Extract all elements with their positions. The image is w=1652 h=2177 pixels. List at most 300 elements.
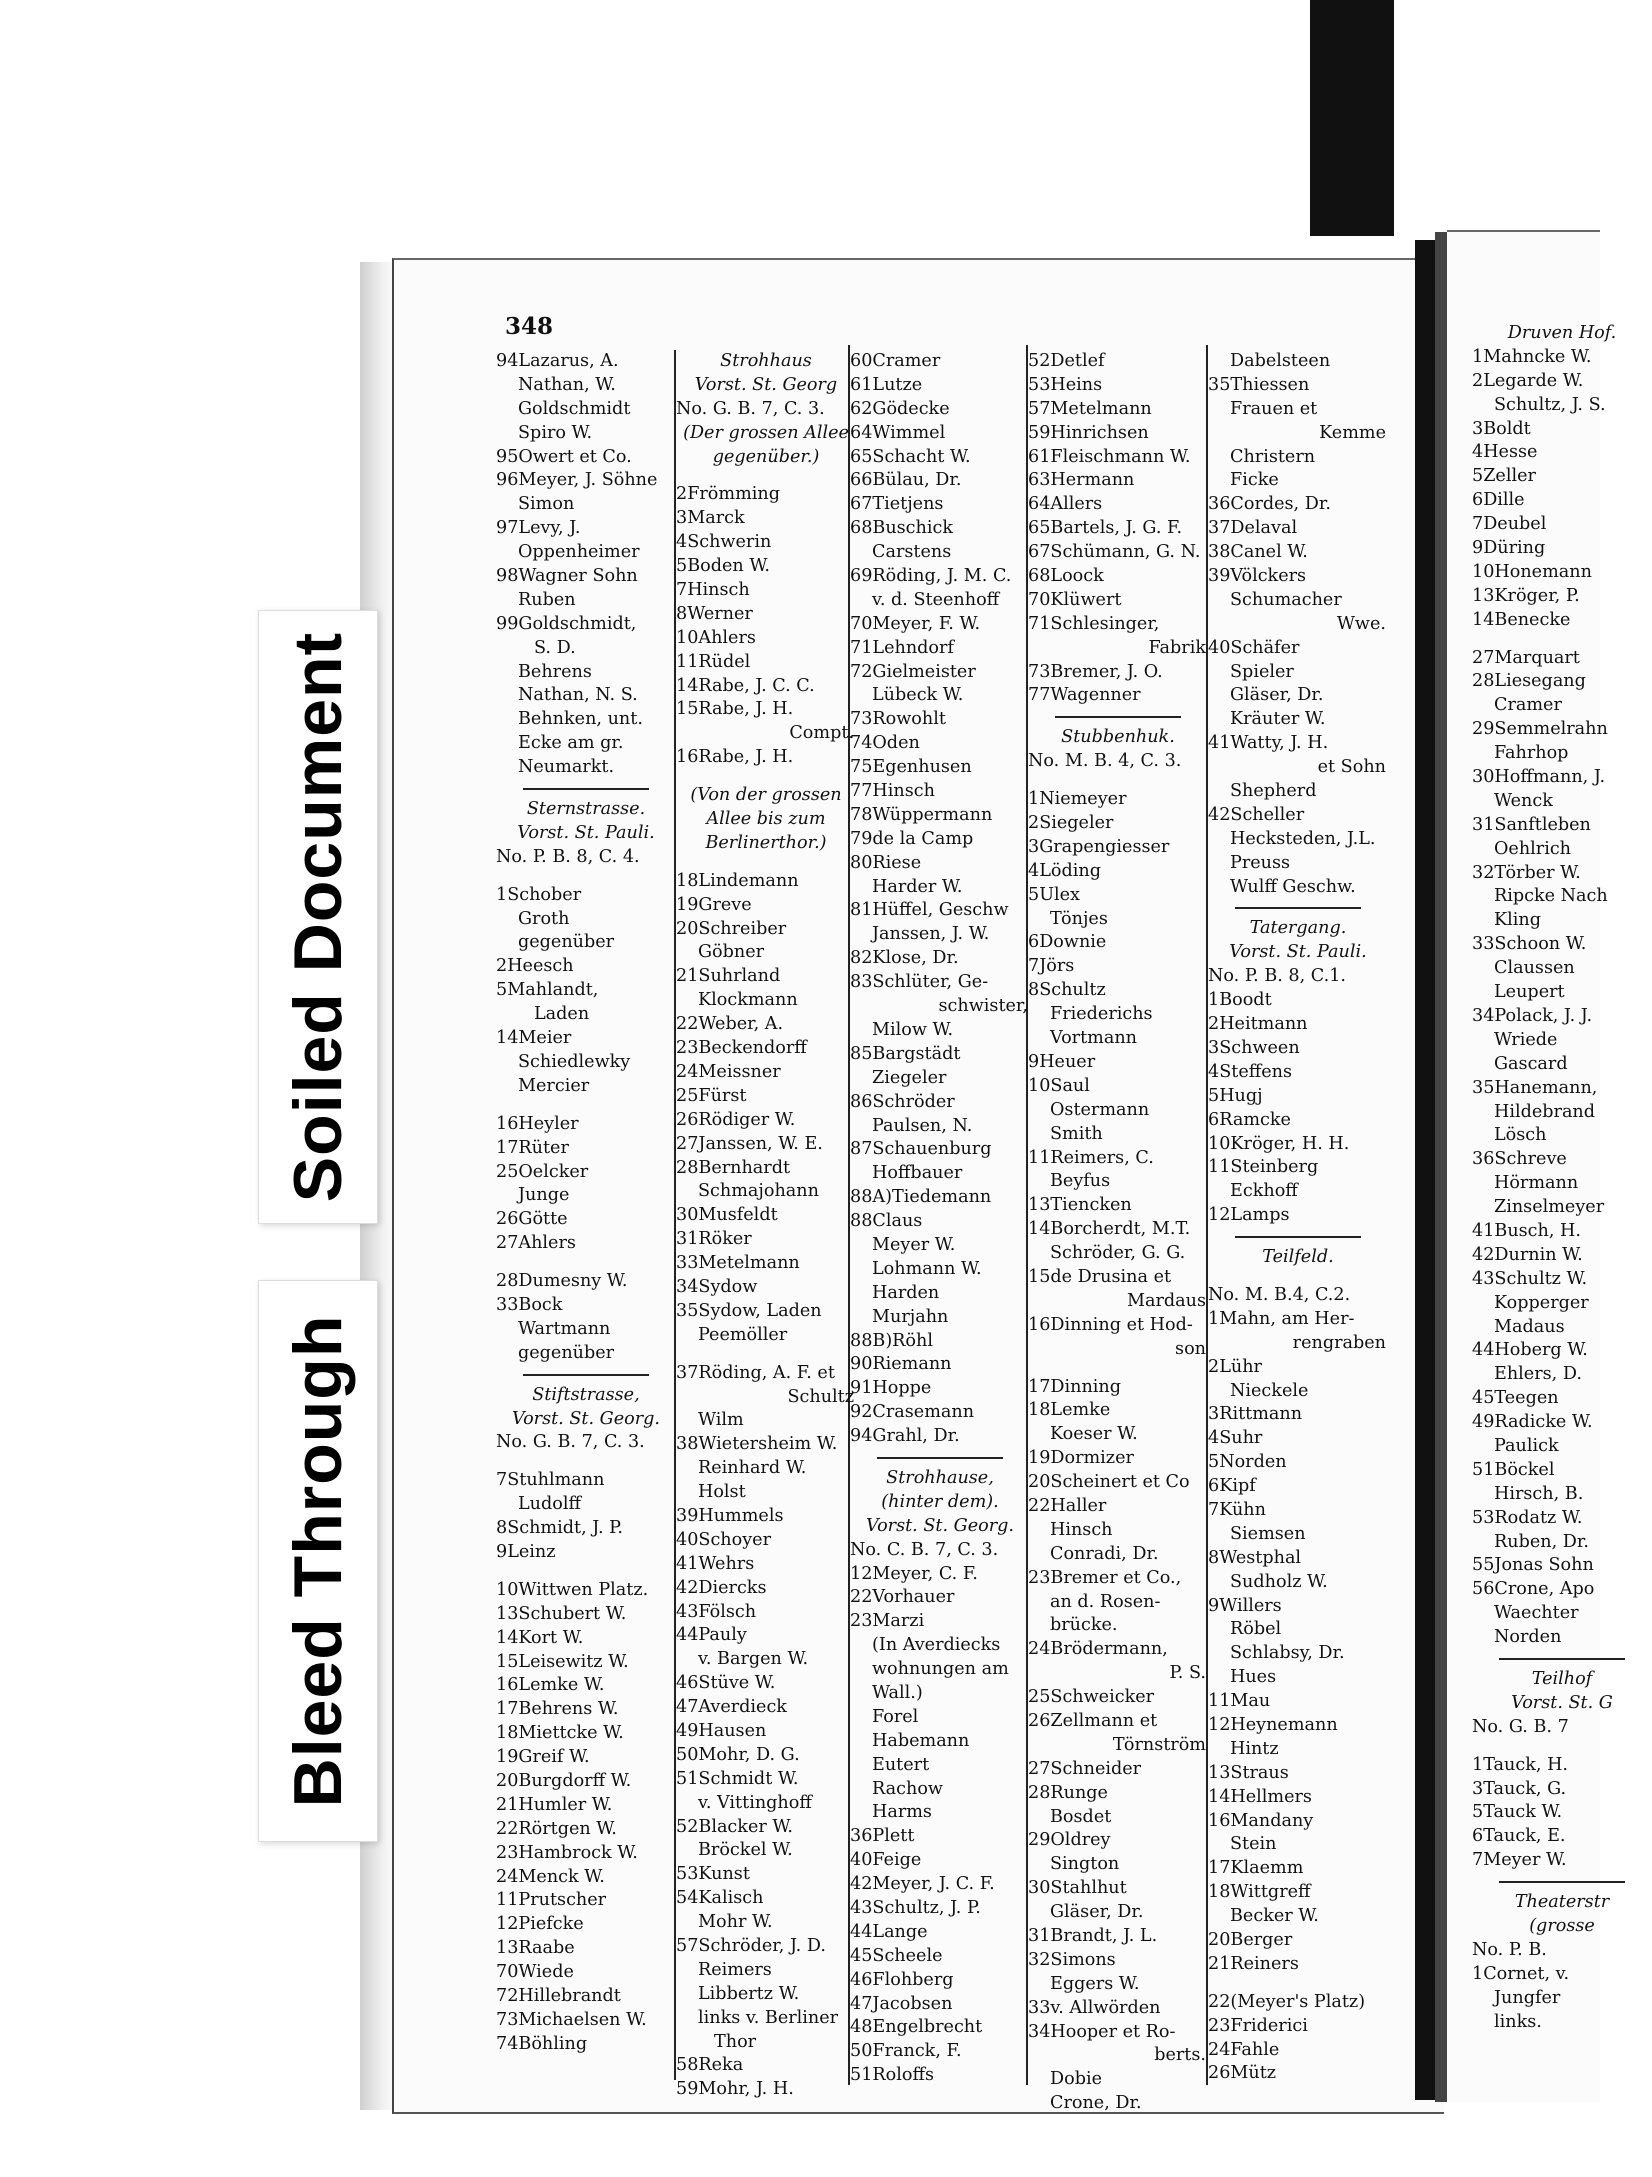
directory-entry: 28Bernhardt	[676, 1157, 791, 1178]
directory-entry: Groth	[518, 908, 570, 929]
directory-entry: 18Miettcke W.	[496, 1723, 624, 1744]
directory-entry: 40Schoyer	[676, 1529, 771, 1550]
street-heading: Allee bis zum	[706, 809, 826, 830]
directory-entry: 44Hoberg W.	[1472, 1340, 1588, 1361]
directory-entry: Ecke am gr.	[518, 733, 624, 754]
directory-entry: 27Janssen, W. E.	[676, 1133, 823, 1154]
directory-entry: wohnungen am	[872, 1659, 1009, 1680]
directory-entry: 61Fleischmann W.	[1028, 446, 1191, 467]
directory-entry: 15Leisewitz W.	[496, 1651, 629, 1672]
directory-entry: 5Tauck W.	[1472, 1802, 1563, 1823]
directory-entry: Leupert	[1494, 982, 1565, 1003]
section-rule	[1235, 1236, 1361, 1238]
directory-entry: Dobie	[1050, 2069, 1102, 2090]
directory-entry: 55Jonas Sohn	[1472, 1555, 1594, 1576]
directory-entry: 5Hugj	[1208, 1085, 1263, 1106]
directory-entry: 3Marck	[676, 508, 745, 529]
directory-entry: 10Honemann	[1472, 561, 1592, 582]
directory-entry: 1Tauck, H.	[1472, 1754, 1569, 1775]
directory-entry: gegenüber	[518, 932, 615, 953]
directory-column-3	[850, 350, 1030, 2088]
directory-entry: 51Roloffs	[850, 2065, 934, 2086]
directory-entry: Compt.	[789, 723, 854, 744]
directory-entry: 87Schauenburg	[850, 1139, 992, 1160]
directory-entry: Wartmann	[518, 1318, 611, 1339]
directory-entry: Dabelsteen	[1230, 351, 1331, 371]
directory-entry: 13Raabe	[496, 1938, 575, 1959]
directory-entry: 17Behrens W.	[496, 1699, 619, 1720]
directory-entry: 46Stüve W.	[676, 1673, 776, 1694]
directory-entry: 8Schmidt, J. P.	[496, 1518, 623, 1539]
directory-entry: 79de la Camp	[850, 828, 974, 849]
directory-entry: Spieler	[1230, 661, 1294, 682]
soiled-document-label: Soiled Document	[280, 631, 356, 1203]
directory-entry: v. Bargen W.	[698, 1649, 809, 1670]
directory-entry: 8Schultz	[1028, 980, 1106, 1001]
directory-entry: brücke.	[1050, 1615, 1118, 1636]
directory-entry: 56Crone, Apo	[1472, 1579, 1595, 1600]
directory-entry: 23Bremer et Co.,	[1028, 1567, 1182, 1588]
directory-entry: 44Pauly	[676, 1625, 747, 1646]
directory-entry: Schlabsy, Dr.	[1230, 1643, 1345, 1664]
directory-entry: 37Delaval	[1208, 518, 1298, 539]
directory-entry: Sudholz W.	[1230, 1571, 1328, 1592]
directory-entry: 70Meyer, F. W.	[850, 613, 981, 634]
directory-entry: 29Oldrey	[1028, 1830, 1111, 1851]
directory-entry: 15Rabe, J. H.	[676, 699, 794, 720]
directory-entry: 53Kunst	[676, 1864, 750, 1885]
directory-entry: Wenck	[1494, 790, 1553, 811]
directory-entry: 31Röker	[676, 1229, 752, 1250]
directory-entry: No. G. B. 7	[1472, 1716, 1569, 1737]
directory-entry: Murjahn	[872, 1306, 949, 1327]
directory-entry: 21Suhrland	[676, 966, 781, 987]
directory-entry: 7Deubel	[1472, 514, 1547, 535]
directory-entry: Zinselmeyer	[1494, 1197, 1605, 1218]
directory-entry: S. D.	[534, 637, 576, 658]
directory-entry: an d. Rosen-	[1050, 1591, 1161, 1612]
section-rule	[523, 1374, 649, 1376]
directory-entry: 12Heynemann	[1208, 1714, 1338, 1735]
street-heading: Tatergang.	[1249, 918, 1347, 939]
directory-entry: Kling	[1494, 910, 1541, 931]
directory-entry: 77Wagenner	[1028, 685, 1141, 706]
directory-entry: Ficke	[1230, 470, 1279, 491]
directory-entry: 81Hüffel, Geschw	[850, 900, 1009, 921]
directory-entry: Ziegeler	[872, 1067, 947, 1088]
directory-entry: Mercier	[518, 1075, 590, 1096]
directory-entry: Ludolff	[518, 1494, 581, 1515]
directory-entry: 68Loock	[1028, 566, 1104, 587]
directory-entry: 50Franck, F.	[850, 2041, 962, 2062]
directory-entry: Hinsch	[1050, 1519, 1113, 1540]
directory-entry: Vortmann	[1050, 1028, 1137, 1049]
directory-entry: 6Ramcke	[1208, 1109, 1291, 1130]
directory-entry: 4Steffens	[1208, 1061, 1292, 1082]
directory-entry: 41Watty, J. H.	[1208, 733, 1329, 754]
directory-entry: 40Feige	[850, 1850, 922, 1871]
street-heading: Stubbenhuk.	[1061, 727, 1175, 748]
directory-entry: 22Weber, A.	[676, 1014, 784, 1035]
directory-entry: 6Downie	[1028, 932, 1107, 953]
directory-entry: 47Averdieck	[676, 1697, 787, 1718]
directory-entry: son	[1175, 1338, 1206, 1359]
section-rule	[523, 788, 649, 790]
directory-entry: 3Boldt	[1472, 418, 1531, 439]
directory-entry: 65Schacht W.	[850, 446, 971, 467]
directory-entry: Holst	[698, 1482, 746, 1503]
directory-entry: 18Wittgreff	[1208, 1882, 1311, 1903]
directory-entry: 44Lange	[850, 1921, 928, 1942]
directory-entry: 5Mahlandt,	[496, 980, 599, 1001]
directory-entry: 2Lühr	[1208, 1356, 1262, 1377]
section-rule	[1499, 1881, 1625, 1883]
directory-entry: 9Heuer	[1028, 1051, 1096, 1072]
directory-entry: 77Hinsch	[850, 781, 935, 802]
directory-entry: Spiro W.	[518, 422, 593, 443]
directory-entry: 61Lutze	[850, 374, 923, 395]
directory-entry: Wwe.	[1336, 613, 1386, 634]
directory-entry: 24Menck W.	[496, 1866, 605, 1887]
directory-entry: 16Rabe, J. H.	[676, 747, 794, 768]
directory-entry: 13Kröger, P.	[1472, 585, 1580, 606]
directory-entry: Schultz	[787, 1386, 854, 1407]
directory-entry: 74Böhling	[496, 2033, 588, 2054]
directory-entry: 82Klose, Dr.	[850, 948, 959, 969]
directory-entry: 2Heesch	[496, 956, 574, 977]
directory-entry: 17Rüter	[496, 1137, 569, 1158]
directory-entry: 64Allers	[1028, 494, 1103, 515]
directory-entry: Harden	[872, 1282, 940, 1303]
directory-entry: 53Rodatz W.	[1472, 1507, 1583, 1528]
directory-entry: Becker W.	[1230, 1906, 1319, 1927]
directory-entry: 72Gielmeister	[850, 661, 976, 682]
directory-entry: 69Röding, J. M. C.	[850, 566, 1012, 587]
directory-entry: 35Sydow, Laden	[676, 1300, 822, 1321]
bleed-through-tab	[258, 1280, 378, 1842]
directory-entry: 9Düring	[1472, 538, 1546, 559]
directory-entry: 16Mandany	[1208, 1810, 1314, 1831]
directory-entry: Nathan, W.	[518, 374, 616, 395]
directory-entry: 11Steinberg	[1208, 1157, 1319, 1178]
directory-entry: berts.	[1154, 2045, 1206, 2066]
directory-entry: Oppenheimer	[518, 542, 640, 563]
directory-entry: Mardaus	[1126, 1290, 1206, 1311]
directory-entry: 16Lemke W.	[496, 1675, 605, 1696]
directory-entry: 13Straus	[1208, 1762, 1289, 1783]
directory-entry: Libbertz W.	[698, 1983, 800, 2004]
directory-entry: 41Wehrs	[676, 1553, 755, 1574]
directory-entry: 28Dumesny W.	[496, 1271, 628, 1292]
street-heading: (grosse	[1529, 1916, 1595, 1936]
directory-entry: 34Polack, J. J.	[1472, 1005, 1593, 1026]
directory-entry: 27Marquart	[1472, 647, 1580, 668]
directory-entry: 16Dinning et Hod-	[1028, 1314, 1193, 1335]
directory-entry: 30Hoffmann, J.	[1472, 767, 1606, 788]
directory-entry: Göbner	[698, 942, 765, 963]
directory-entry: Kemme	[1319, 422, 1386, 443]
section-rule	[1499, 1658, 1625, 1660]
street-heading: Vorst. St. Georg	[694, 374, 838, 395]
directory-entry: 71Lehndorf	[850, 637, 954, 658]
directory-entry: Norden	[1494, 1627, 1562, 1648]
directory-entry: Wulff Geschw.	[1230, 876, 1356, 897]
directory-entry: Sington	[1050, 1854, 1120, 1875]
directory-entry: 98Wagner Sohn	[496, 566, 638, 587]
binding-strip	[1310, 0, 1394, 236]
directory-entry: 57Metelmann	[1028, 398, 1152, 419]
directory-entry: Jungfer	[1494, 1987, 1561, 2008]
line-gap	[496, 1099, 676, 1113]
street-heading: Theaterstr	[1514, 1892, 1610, 1913]
directory-entry: Ehlers, D.	[1494, 1364, 1582, 1385]
directory-entry: 95Owert et Co.	[496, 446, 632, 467]
directory-entry: Beyfus	[1050, 1171, 1111, 1192]
directory-entry: Paulick	[1494, 1435, 1559, 1456]
directory-entry: 10Wittwen Platz.	[496, 1579, 649, 1600]
directory-entry: 43Schultz, J. P.	[850, 1898, 981, 1918]
directory-entry: 45Teegen	[1472, 1388, 1559, 1409]
directory-column-4	[1028, 350, 1208, 2116]
directory-entry: 97Levy, J.	[496, 518, 581, 539]
directory-entry: 73Rowohlt	[850, 709, 946, 730]
street-heading: Strohhaus	[720, 351, 812, 371]
directory-entry: 31Sanftleben	[1472, 814, 1591, 835]
directory-entry: Neumarkt.	[518, 757, 615, 778]
directory-entry: 94Lazarus, A.	[496, 351, 619, 371]
directory-entry: 16Heyler	[496, 1113, 579, 1134]
directory-entry: 25Oelcker	[496, 1161, 589, 1182]
directory-entry: 27Ahlers	[496, 1233, 576, 1254]
directory-entry: No. C. B. 7, C. 3.	[850, 1539, 999, 1560]
directory-entry: Schröder, G. G.	[1050, 1243, 1186, 1264]
line-gap	[676, 856, 856, 870]
directory-entry: Frauen et	[1230, 398, 1318, 419]
directory-entry: Hildebrand	[1494, 1101, 1596, 1122]
directory-entry: Hoffbauer	[872, 1163, 963, 1184]
directory-entry: 90Riemann	[850, 1354, 952, 1375]
directory-entry: Koeser W.	[1050, 1424, 1138, 1445]
street-heading: Druven Hof.	[1507, 323, 1617, 343]
directory-entry: 28Runge	[1028, 1782, 1108, 1803]
directory-entry: 18Lemke	[1028, 1400, 1111, 1421]
directory-entry: 36Cordes, Dr.	[1208, 494, 1331, 515]
directory-entry: 11Rüdel	[676, 651, 751, 672]
street-heading: (Der grossen Allee	[683, 422, 849, 443]
directory-entry: 83Schlüter, Ge-	[850, 972, 989, 993]
line-gap	[1208, 1270, 1388, 1284]
directory-entry: 96Meyer, J. Söhne	[496, 470, 658, 491]
directory-entry: 6Tauck, E.	[1472, 1826, 1566, 1847]
street-heading: Teilfeld.	[1262, 1247, 1334, 1268]
directory-entry: 19Dormizer	[1028, 1448, 1134, 1469]
directory-entry: Schmajohann	[698, 1181, 819, 1202]
street-heading: Sternstrasse.	[526, 799, 646, 820]
directory-entry: 99Goldschmidt,	[496, 613, 637, 634]
directory-entry: Conradi, Dr.	[1050, 1543, 1159, 1564]
directory-entry: Mohr W.	[698, 1912, 773, 1933]
line-gap	[1472, 633, 1652, 647]
street-heading: gegenüber.)	[712, 446, 820, 467]
directory-entry: 25Fürst	[676, 1085, 747, 1106]
directory-entry: 49Hausen	[676, 1720, 767, 1741]
directory-entry: 6Dille	[1472, 490, 1525, 511]
directory-entry: Gläser, Dr.	[1230, 685, 1324, 706]
directory-entry: 17Dinning	[1028, 1376, 1122, 1397]
directory-entry: 5Ulex	[1028, 884, 1080, 905]
directory-entry: 94Grahl, Dr.	[850, 1426, 960, 1447]
directory-entry: Habemann	[872, 1730, 970, 1751]
directory-entry: 92Crasemann	[850, 1402, 975, 1423]
directory-entry: 88Claus	[850, 1211, 923, 1232]
directory-entry: 40Schäfer	[1208, 637, 1300, 658]
directory-entry: links v. Berliner	[698, 2007, 839, 2028]
street-heading: Vorst. St. Georg.	[511, 1408, 660, 1429]
directory-entry: Preuss	[1230, 852, 1291, 873]
directory-entry: 43Fölsch	[676, 1601, 757, 1622]
directory-entry: 3Rittmann	[1208, 1404, 1303, 1425]
directory-entry: 14Borcherdt, M.T.	[1028, 1219, 1191, 1240]
directory-entry: 51Böckel	[1472, 1459, 1555, 1480]
directory-entry: 1Mahn, am Her-	[1208, 1308, 1355, 1329]
directory-entry: Meyer W.	[872, 1234, 956, 1255]
directory-entry: Crone, Dr.	[1050, 2093, 1142, 2114]
directory-entry: Hirsch, B.	[1494, 1483, 1584, 1504]
book-gutter-shadow	[1435, 232, 1447, 2102]
directory-entry: Rachow	[872, 1778, 943, 1799]
directory-entry: 22Haller	[1028, 1495, 1107, 1516]
directory-entry: 25Schweicker	[1028, 1687, 1155, 1708]
directory-entry: 20Burgdorff W.	[496, 1770, 632, 1791]
directory-entry: Oehlrich	[1494, 838, 1572, 859]
directory-entry: Siemsen	[1230, 1523, 1306, 1544]
directory-entry: Nieckele	[1230, 1380, 1309, 1401]
directory-entry: No. M. B. 4, C. 3.	[1028, 751, 1182, 772]
directory-entry: Cramer	[1494, 695, 1562, 716]
directory-entry: 50Mohr, D. G.	[676, 1744, 800, 1765]
directory-entry: 4Hesse	[1472, 442, 1538, 463]
directory-entry: 52Detlef	[1028, 351, 1105, 371]
directory-entry: Milow W.	[872, 1019, 954, 1040]
directory-entry: 14Benecke	[1472, 609, 1571, 630]
directory-entry: 43Schultz W.	[1472, 1268, 1588, 1289]
directory-entry: 9Leinz	[496, 1541, 556, 1562]
directory-entry: 59Mohr, J. H.	[676, 2079, 794, 2100]
directory-entry: 52Blacker W.	[676, 1816, 793, 1837]
directory-entry: 29Semmelrahn	[1472, 719, 1608, 740]
street-heading: Teilhof	[1531, 1668, 1593, 1689]
directory-entry: 65Bartels, J. G. F.	[1028, 518, 1183, 539]
directory-entry: Smith	[1050, 1123, 1103, 1144]
directory-entry: 1Mahncke W.	[1472, 346, 1592, 367]
directory-entry: Shepherd	[1230, 781, 1317, 802]
directory-entry: Ripcke Nach	[1494, 886, 1608, 907]
directory-entry: 38Wietersheim W.	[676, 1434, 838, 1455]
directory-entry: Kopperger	[1494, 1292, 1589, 1313]
directory-entry: 71Schlesinger,	[1028, 613, 1160, 634]
directory-entry: 19Greve	[676, 894, 752, 915]
directory-entry: 88A)Tiedemann	[850, 1187, 992, 1208]
street-heading: Vorst. St. Pauli.	[1229, 942, 1367, 963]
directory-entry: 15de Drusina et	[1028, 1266, 1172, 1287]
directory-entry: 7Meyer W.	[1472, 1850, 1567, 1871]
directory-entry: 7Stuhlmann	[496, 1470, 605, 1491]
directory-entry: Stein	[1230, 1834, 1277, 1855]
directory-entry: Lohmann W.	[872, 1258, 982, 1279]
directory-entry: Fahrhop	[1494, 743, 1569, 764]
directory-entry: 88B)Röhl	[850, 1330, 933, 1351]
directory-entry: 31Brandt, J. L.	[1028, 1926, 1158, 1946]
directory-entry: 59Hinrichsen	[1028, 422, 1149, 443]
section-rule	[1055, 716, 1181, 718]
directory-entry: No. P. B. 8, C. 4.	[496, 846, 640, 867]
directory-entry: 12Meyer, C. F.	[850, 1563, 978, 1584]
directory-entry: Reimers	[698, 1959, 772, 1980]
directory-entry: 70Klüwert	[1028, 589, 1122, 610]
street-heading: Vorst. St. Georg.	[865, 1515, 1014, 1536]
street-heading: Vorst. St. G	[1511, 1692, 1613, 1713]
directory-entry: Reinhard W.	[698, 1458, 807, 1479]
directory-entry: 3Grapengiesser	[1028, 836, 1170, 857]
directory-entry: Christern	[1230, 446, 1316, 467]
directory-entry: Gascard	[1494, 1053, 1568, 1074]
directory-entry: Schumacher	[1230, 589, 1342, 610]
directory-entry: Ostermann	[1050, 1099, 1150, 1120]
directory-entry: 62Gödecke	[850, 398, 950, 419]
directory-entry: 41Busch, H.	[1472, 1220, 1581, 1241]
page-number: 348	[505, 313, 554, 340]
directory-entry: 14Meier	[496, 1028, 572, 1049]
directory-entry: Lösch	[1494, 1125, 1547, 1146]
directory-entry: 73Michaelsen W.	[496, 2009, 647, 2030]
directory-entry: v. Vittinghoff	[698, 1792, 812, 1813]
directory-entry: 34Sydow	[676, 1276, 758, 1297]
directory-entry: 2Siegeler	[1028, 813, 1114, 834]
directory-entry: 34Hooper et Ro-	[1028, 2021, 1176, 2042]
directory-entry: 42Meyer, J. C. F.	[850, 1874, 995, 1895]
directory-entry: 11Prutscher	[496, 1890, 607, 1911]
directory-entry: 54Kalisch	[676, 1888, 764, 1909]
directory-entry: Schultz, J. S.	[1494, 394, 1606, 415]
directory-entry: 13Tiencken	[1028, 1195, 1132, 1216]
directory-entry: Hintz	[1230, 1738, 1279, 1759]
directory-entry: 75Egenhusen	[850, 757, 972, 778]
directory-entry: Hörmann	[1494, 1173, 1579, 1194]
directory-entry: 1Boodt	[1208, 990, 1272, 1011]
directory-entry: Simon	[518, 494, 575, 515]
directory-entry: 26Götte	[496, 1209, 568, 1230]
facing-page-column	[1472, 322, 1652, 2034]
line-gap	[1028, 774, 1208, 788]
directory-entry: 2Frömming	[676, 484, 780, 505]
directory-entry: 20Berger	[1208, 1930, 1293, 1950]
street-heading: (Von der grossen	[690, 785, 842, 806]
directory-entry: 42Durnin W.	[1472, 1244, 1583, 1265]
directory-entry: No. P. B.	[1472, 1939, 1547, 1960]
directory-entry: Junge	[518, 1185, 570, 1206]
directory-entry: 6Kipf	[1208, 1476, 1256, 1497]
directory-entry: 1Schober	[496, 884, 582, 905]
directory-entry: 78Wüppermann	[850, 804, 993, 825]
directory-column-5	[1208, 350, 1388, 2086]
directory-entry: 9Willers	[1208, 1595, 1282, 1616]
directory-entry: 20Schreiber	[676, 918, 787, 939]
directory-entry: 11Mau	[1208, 1691, 1271, 1712]
directory-entry: Ruben, Dr.	[1494, 1531, 1589, 1552]
directory-entry: 49Radicke W.	[1472, 1412, 1593, 1433]
directory-entry: 12Piefcke	[496, 1914, 584, 1935]
directory-entry: 8Werner	[676, 603, 753, 624]
